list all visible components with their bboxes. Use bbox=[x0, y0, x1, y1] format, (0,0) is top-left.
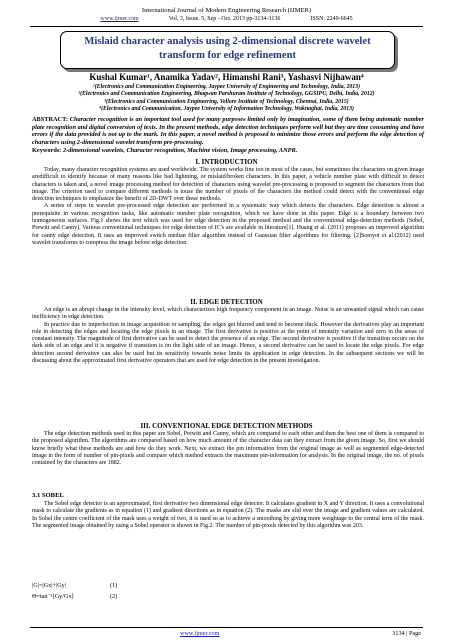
paper-title-line1: Mislaid character analysis using 2-dimensional discrete wavelet bbox=[84, 36, 371, 47]
edge-detection-body bbox=[32, 307, 424, 365]
equation-2 bbox=[32, 593, 118, 600]
equation-1-expression: |G|=|Gx|+|Gy| bbox=[32, 582, 67, 589]
paper-title-line2: transform for edge refinement bbox=[159, 50, 296, 61]
paragraph: A series of steps in wavelet pre-processed edge detection are performed in a systematic way which detects the characters. Edge detection is almost a prerequisite in various recognition tasks, like automatic number plate recognition, which we have done in this paper. Edge is a boundary between two homogeneous surfaces. Fig.1 shows the text which was used for edge detection in the proposed method and the conventional edge-detection methods (Sobel, Prewitt and Canny). Various conventional techniques for edge detection of IC's are available in literature[1]. Huang et al. (2011) proposes an improved algorithm for canny edge detection. It uses an improved switch median filter algorithm instead of Gaussian filter algorithms for filtering. [2]Somyot et al.(2012) used wavelet transforms to compress the image before edge detection. bbox=[32, 203, 424, 246]
affiliations bbox=[0, 84, 453, 113]
paragraph: The edge detection methods used in this paper are Sobel, Prewitt and Canny, which are compared to each other and then the best one of them is compared to the proposed algorithm. The algorithms are compared based on how much amount of the character data can they extract from the given image. So, first we should know briefly what these methods are and how do they work. Next, we extract the pin information from the original image as well as segmented edge-detected image in the form of number of pin-pixels and compare which method extracts the maximum pin-information for analysis. In the original image, the no. of pixels contained by the characters are 1882. bbox=[32, 431, 424, 467]
equation-2-expression: Θ=tan⁻¹[Gy/Gx] bbox=[32, 593, 74, 600]
sobel-body bbox=[32, 501, 424, 530]
page-number: 3134 | Page bbox=[392, 630, 421, 637]
affiliation-4: ⁴(Electronics and Communication, Jaypee University of Information Technology, Waknaghat, India, 2013) bbox=[99, 105, 354, 112]
equation-1 bbox=[32, 582, 118, 589]
equation-1-number: (1) bbox=[110, 582, 118, 589]
section-heading-edge-detection: II. EDGE DETECTION bbox=[190, 298, 263, 306]
conventional-methods-body bbox=[32, 431, 424, 467]
introduction-body bbox=[32, 167, 424, 247]
journal-name: International Journal of Modern Engineering Research (IJMER) bbox=[141, 7, 312, 14]
section-heading-conventional-methods: III. CONVENTIONAL EDGE DETECTION METHODS bbox=[140, 422, 313, 430]
title-box bbox=[60, 31, 395, 69]
paper-title bbox=[61, 32, 394, 63]
header-rule bbox=[30, 26, 423, 27]
header-info-line bbox=[0, 16, 453, 22]
affiliation-1: ¹(Electronics and Communication Engineering, Jaypee University of Engineering and Technology, India, 2013) bbox=[92, 84, 361, 90]
footer-rule bbox=[30, 627, 423, 628]
paragraph: An edge is an abrupt change in the intensity level, which characterizes high frequency component in an image. Noise is an unwanted signal which can cause inefficiency in edge detection. bbox=[32, 307, 424, 321]
keywords bbox=[32, 147, 424, 155]
paragraph: Today, many character recognition systems are used worldwide. The system works fine too in most of the cases, but sometimes the characters on given image aredifficult to identify because of many reasons like bad lightning, or mislaid/broken characters. In this paper, a vehicle number plate with difficult to detect characters is taken and, a novel image processing method for detection of characters using wavelet pre-processing is proposed to segment the characters from that image. The criterion used to compare different methods is touse the number of pixels of the characters the method could detect with the conventional edge detection techniques to emphasize the benefit of 2D-DWT over these methods. bbox=[32, 167, 424, 203]
subsection-heading-sobel: 3.1 SOBEL bbox=[32, 492, 64, 499]
header-issn: ISSN: 2249-6645 bbox=[310, 16, 353, 22]
affiliation-3: ³(Electronics and Communication Engineering, Vellore Institute of Technology, Chennai, India, 2015) bbox=[104, 98, 349, 105]
paragraph: In practice due to imperfection in image acquisition or sampling, the edges get blurred and tend to become thick. However the derivatives play an important role in detecting the edges and locating the edge pixels in an image. The first derivative is positive at the point of intensity variation and zero in the areas of constant intensity. The magnitude of first derivative can be used to detect the presence of an edge. The second derivative is positive if the transition occurs on the dark side of an edge and it is negative if transition is on the light side of an image. Hence, a second derivative can be used to locate the edge pixels. For edge detection second derivative can also be used but its sensitivity towards noise limits its application in edge detection. In the subsequent sections we will be discussing about the approximated first derivative operators that are used for edge detection in the present investigation. bbox=[32, 321, 424, 365]
header-volume: Vol. 3, Issue. 5, Sep - Oct. 2013 pp-3134-3136 bbox=[168, 16, 281, 22]
header-website-link[interactable]: www.ijmer.com bbox=[100, 16, 139, 22]
abstract-text: Character recognition is an important tool used for many purposes limited only by imagination, some of them being automatic number plate recognition and digital conversion of texts. In the present methods, edge detection techniques perform well but they are time consuming and have errors if the data provided is not up to the mark. In this paper, a novel method is proposed to minimize those errors and perform the edge detection of characters using 2-dimensional wavelet transform pre-processing. bbox=[32, 116, 424, 146]
paragraph: The Sobel edge detector is an approximated, first derivative two dimensional edge detector. It calculates gradient in X and Y direction. It uses a convolutional mask to calculate the gradients as in equation (1) and gradient directions as in equation (2). The masks are slid over the image and gradient values are calculated. In Sobel the centre coefficient of the mask uses a weight of two, it is used so as to achieve a smoothing by giving more weightage to the central term of the mask. The segmented image obtained by using a Sobel operator is shown in Fig.2. The number of pin-pixels detected by this algorithm was 203. bbox=[32, 501, 424, 529]
equation-2-number: (2) bbox=[110, 593, 118, 600]
affiliation-2: ²(Electronics and Communication Engineering, Bhagwan Parshuram Institute of Technology, GGSIPU, Delhi, India, 2012) bbox=[78, 91, 375, 98]
section-heading-introduction: I. INTRODUCTION bbox=[195, 158, 258, 166]
footer-website-link[interactable]: www.ijmer.com bbox=[180, 630, 220, 637]
abstract bbox=[32, 116, 424, 146]
abstract-label: ABSTRACT: bbox=[32, 116, 68, 123]
keywords-label: Keywords: bbox=[32, 147, 62, 154]
authors: Kushal Kumar¹, Anamika Yadav², Himanshi Rani³, Yashasvi Nijhawan⁴ bbox=[89, 72, 364, 82]
keywords-text: 2-dimensional wavelets, Character recognition, Machine vision, Image processing, ANPR. bbox=[61, 147, 298, 154]
